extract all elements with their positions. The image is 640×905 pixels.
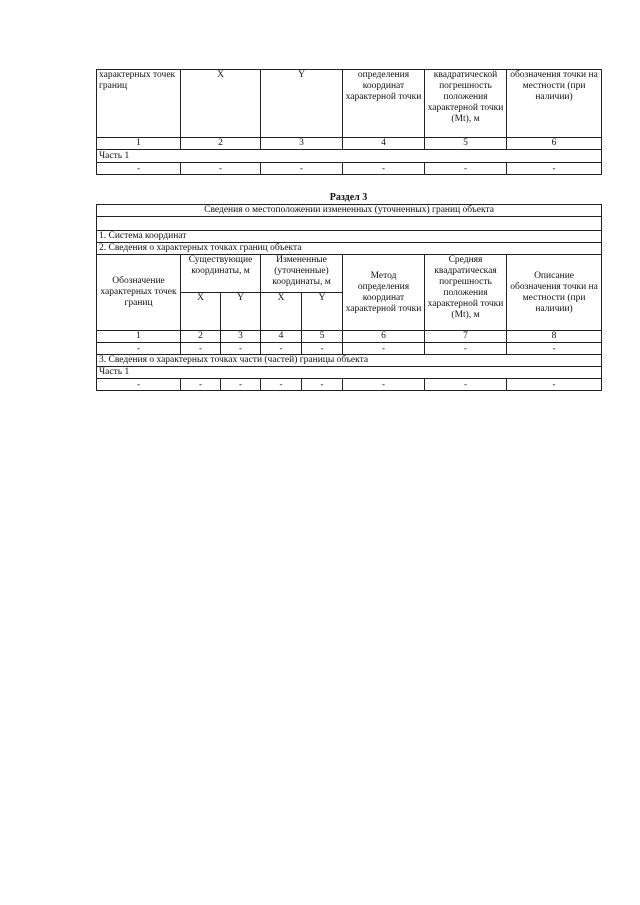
designation-header: Обозначение характерных точек границ (97, 255, 181, 331)
column-number: 7 (425, 331, 507, 343)
table-cell: - (261, 163, 343, 175)
table-cell: - (425, 379, 507, 391)
table-cell: - (425, 343, 507, 355)
table-cell: - (181, 343, 221, 355)
column-number: 1 (97, 138, 181, 150)
part-points-info-row (97, 355, 602, 367)
x-header: X (261, 293, 302, 331)
changed-coords-header: Измененные (уточненные) координаты, м (261, 255, 343, 293)
coord-system-row (97, 231, 602, 243)
column-number: 5 (425, 138, 507, 150)
column-number: 2 (181, 138, 261, 150)
header-cell: Y (261, 70, 343, 138)
column-number: 4 (261, 331, 302, 343)
column-number: 5 (302, 331, 343, 343)
part-label: Часть 1 (97, 150, 602, 163)
table-cell: - (97, 163, 181, 175)
table-cell: - (343, 343, 425, 355)
continuation-table (96, 69, 602, 175)
column-number: 3 (261, 138, 343, 150)
points-info-label: 2. Сведения о характерных точках границ объекта (97, 243, 602, 255)
table-row (97, 343, 602, 355)
table-cell: - (302, 343, 343, 355)
part-row (97, 150, 602, 163)
table-cell: - (302, 379, 343, 391)
column-number-row (97, 331, 602, 343)
column-number: 3 (221, 331, 261, 343)
existing-coords-header: Существующие координаты, м (181, 255, 261, 293)
header-cell: X (181, 70, 261, 138)
column-number: 8 (507, 331, 602, 343)
table-cell: - (261, 343, 302, 355)
table-cell: - (507, 379, 602, 391)
table-cell: - (221, 343, 261, 355)
header-cell: квадратической погрешность положения характерной точки (Mt), м (425, 70, 507, 138)
table-row (97, 379, 602, 391)
table-cell: - (507, 163, 602, 175)
table-title: Сведения о местоположении измененных (уточненных) границ объекта (97, 205, 602, 217)
spacer-row (97, 217, 602, 231)
column-number: 1 (97, 331, 181, 343)
table-cell: - (221, 379, 261, 391)
y-header: Y (302, 293, 343, 331)
table-cell: - (343, 163, 425, 175)
table-cell: - (97, 379, 181, 391)
table-row (97, 163, 602, 175)
empty-cell (97, 217, 602, 231)
points-info-row (97, 243, 602, 255)
y-header: Y (221, 293, 261, 331)
column-number: 4 (343, 138, 425, 150)
section-title: Раздел 3 (329, 192, 368, 203)
column-number: 2 (181, 331, 221, 343)
table-cell: - (97, 343, 181, 355)
header-cell: обозначения точки на местности (при наличии) (507, 70, 602, 138)
column-number: 6 (507, 138, 602, 150)
table-cell: - (181, 379, 221, 391)
table-cell: - (425, 163, 507, 175)
error-header: Средняя квадратическая погрешность положения характерной точки (Mt), м (425, 255, 507, 331)
coord-system-label: 1. Система координат (97, 231, 602, 243)
table-header-row (97, 255, 602, 293)
x-header: X (181, 293, 221, 331)
part-points-info-label: 3. Сведения о характерных точках части (частей) границы объекта (97, 355, 602, 367)
header-cell: определения координат характерной точки (343, 70, 425, 138)
header-cell: характерных точек границ (97, 70, 181, 138)
table-cell: - (181, 163, 261, 175)
table-header-row (97, 70, 602, 138)
method-header: Метод определения координат характерной точки (343, 255, 425, 331)
table-cell: - (261, 379, 302, 391)
part-label: Часть 1 (97, 367, 602, 379)
table-cell: - (507, 343, 602, 355)
table-title-row (97, 205, 602, 217)
section-3-table (96, 204, 602, 391)
column-number-row (97, 138, 602, 150)
description-header: Описание обозначения точки на местности (при наличии) (507, 255, 602, 331)
table-cell: - (343, 379, 425, 391)
column-number: 6 (343, 331, 425, 343)
part-row (97, 367, 602, 379)
